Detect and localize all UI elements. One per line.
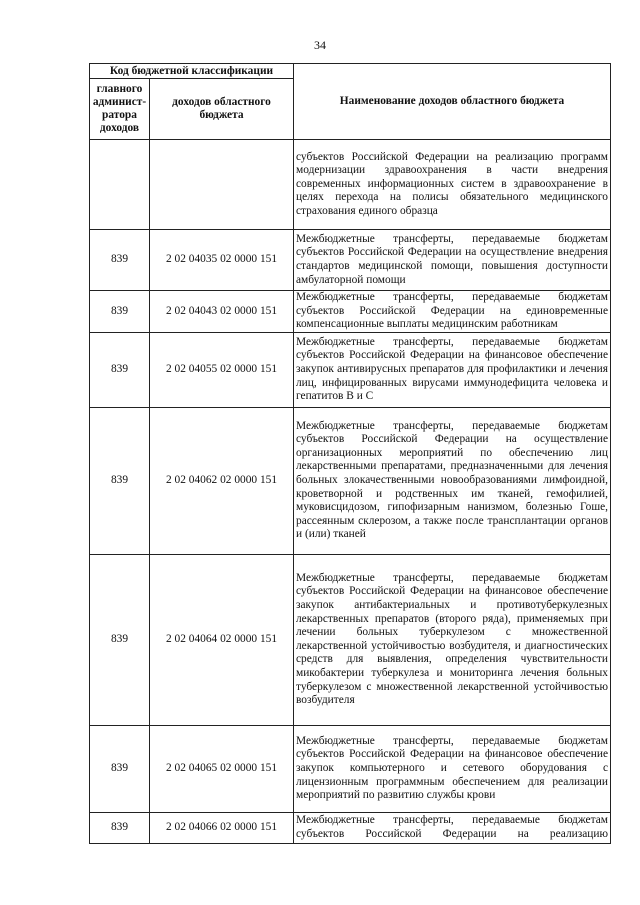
table-row: [90, 812, 611, 843]
table-row: [90, 554, 611, 725]
admin-code-cell: 839: [90, 725, 150, 812]
table-row: [90, 291, 611, 333]
table-row: [90, 725, 611, 812]
admin-code-cell: 839: [90, 554, 150, 725]
revenue-name-cell: Межбюджетные трансферты, передаваемые бюджетам субъектов Российской Федерации на осуществление внедрения стандартов медицинской помощи, повышения доступности амбулаторной помощи: [294, 230, 611, 291]
table-row: [90, 332, 611, 407]
revenue-name-cell: Межбюджетные трансферты, передаваемые бюджетам субъектов Российской Федерации на финансовое обеспечение закупок антибактериальных и противотуберкулезных лекарственных препаратов (второго ряда), применяемых при лечении больных туберкулезом с множественной лекарственной устойчивостью возбудителя, и диагностических средств для выявления, определения чувствительности микобактерии туберкулеза и мониторинга лечения больных туберкулезом с множественной лекарственной устойчивостью возбудителя: [294, 554, 611, 725]
table-row: [90, 230, 611, 291]
revenue-code-cell: 2 02 04055 02 0000 151: [150, 332, 294, 407]
table-row: [90, 407, 611, 554]
revenue-name-cell: Межбюджетные трансферты, передаваемые бюджетам субъектов Российской Федерации на единовременные компенсационные выплаты медицинским работникам: [294, 291, 611, 333]
revenue-code-cell: 2 02 04062 02 0000 151: [150, 407, 294, 554]
header-regional-budget-revenue: доходов областного бюджета: [150, 79, 294, 140]
revenue-code-cell: 2 02 04035 02 0000 151: [150, 230, 294, 291]
page-number: 34: [314, 38, 326, 52]
header-chief-administrator: главного админист-ратора доходов: [90, 79, 150, 140]
revenue-code-cell: 2 02 04043 02 0000 151: [150, 291, 294, 333]
admin-code-cell: 839: [90, 291, 150, 333]
admin-code-cell: [90, 140, 150, 230]
revenue-name-cell: Межбюджетные трансферты, передаваемые бюджетам субъектов Российской Федерации на реализацию: [294, 812, 611, 843]
budget-classification-table: [89, 63, 611, 844]
admin-code-cell: 839: [90, 407, 150, 554]
revenue-name-cell: Межбюджетные трансферты, передаваемые бюджетам субъектов Российской Федерации на финансовое обеспечение закупок антивирусных препаратов для профилактики и лечения лиц, инфицированных вирусами иммунодефицита человека и гепатитов В и С: [294, 332, 611, 407]
revenue-code-cell: 2 02 04066 02 0000 151: [150, 812, 294, 843]
revenue-code-cell: [150, 140, 294, 230]
revenue-name-cell: Межбюджетные трансферты, передаваемые бюджетам субъектов Российской Федерации на осуществление организационных мероприятий по обеспечению лиц лекарственными препаратами, предназначенными для лечения больных злокачественными новообразованиями лимфоидной, кроветворной и родственных им тканей, гемофилией, муковисцидозом, гипофизарным нанизмом, болезнью Гоше, рассеянным склерозом, а также после трансплантации органов и (или) тканей: [294, 407, 611, 554]
header-revenue-name: Наименование доходов областного бюджета: [294, 64, 611, 140]
admin-code-cell: 839: [90, 332, 150, 407]
revenue-code-cell: 2 02 04065 02 0000 151: [150, 725, 294, 812]
revenue-name-cell: Межбюджетные трансферты, передаваемые бюджетам субъектов Российской Федерации на финансовое обеспечение закупок компьютерного и сетевого оборудования с лицензионным программным обеспечением для реализации мероприятий по развитию службы крови: [294, 725, 611, 812]
admin-code-cell: 839: [90, 812, 150, 843]
header-budget-classification-code: Код бюджетной классификации: [90, 64, 294, 79]
admin-code-cell: 839: [90, 230, 150, 291]
revenue-code-cell: 2 02 04064 02 0000 151: [150, 554, 294, 725]
revenue-name-cell: субъектов Российской Федерации на реализацию программ модернизации здравоохранения в части внедрения современных информационных систем в здравоохранение в целях перехода на полисы обязательного медицинского страхования единого образца: [294, 140, 611, 230]
table-row: [90, 140, 611, 230]
